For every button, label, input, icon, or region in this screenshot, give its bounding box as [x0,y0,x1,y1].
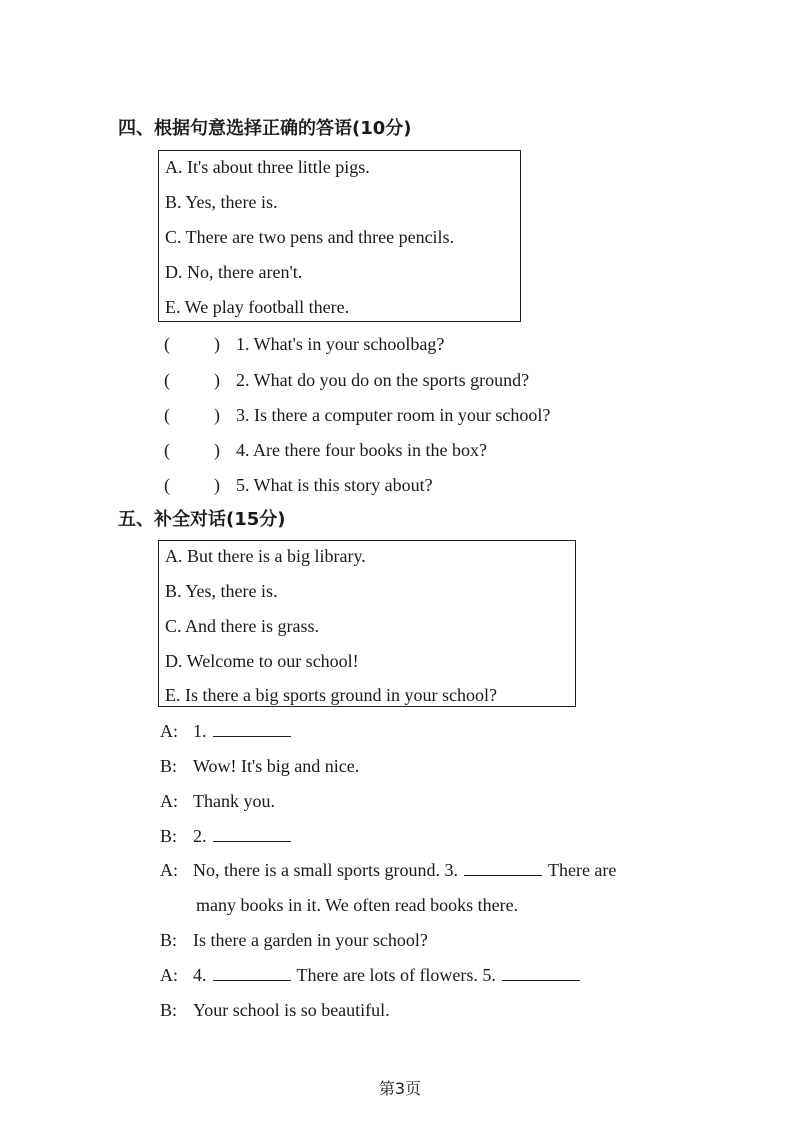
answer-paren-close: ) [214,370,220,390]
dialogue-line-7 [160,929,428,951]
question-text: 1. What's in your schoolbag? [236,334,445,354]
question-text: 2. What do you do on the sports ground? [236,370,530,390]
dialogue-line-2 [160,755,359,777]
dialogue-text: There are lots of flowers. 5. [296,965,496,985]
answer-paren-open: ( [164,370,170,390]
answer-paren-open: ( [164,334,170,354]
question-2 [164,369,529,391]
option-a: A. It's about three little pigs. [165,157,370,177]
dialogue-text: 4. [193,965,207,985]
speaker-label: B: [160,826,178,846]
blank-number: 1. [193,721,207,741]
speaker-label: B: [160,1000,178,1020]
dialogue-text: Wow! It's big and nice. [193,756,360,776]
answer-paren-close: ) [214,475,220,495]
option-c: C. There are two pens and three pencils. [165,227,455,247]
dialogue-line-4 [160,825,297,847]
section5-options-box [158,540,576,707]
speaker-label: A: [160,965,178,985]
dialogue-text: There are [547,860,617,880]
blank-number: 2. [193,826,207,846]
answer-paren-close: ) [214,334,220,354]
dialogue-text: Thank you. [193,791,275,811]
question-text: 5. What is this story about? [236,475,433,495]
option-d: D. Welcome to our school! [165,651,359,671]
speaker-label: B: [160,756,178,776]
question-text: 3. Is there a computer room in your school? [236,405,551,425]
answer-blank-3[interactable] [464,861,542,876]
dialogue-line-1 [160,720,297,742]
dialogue-line-9 [160,999,390,1021]
section4-heading: 四、根据句意选择正确的答语(10分) [118,118,412,139]
question-4 [164,439,487,461]
answer-paren-open: ( [164,405,170,425]
option-e: E. Is there a big sports ground in your school? [165,685,497,705]
option-e: E. We play football there. [165,297,350,317]
speaker-label: B: [160,930,178,950]
answer-paren-close: ) [214,405,220,425]
question-3 [164,404,550,426]
speaker-label: A: [160,860,178,880]
answer-blank-2[interactable] [213,827,291,842]
answer-paren-close: ) [214,440,220,460]
dialogue-text: many books in it. We often read books there. [196,895,519,915]
dialogue-line-8 [160,964,586,986]
speaker-label: A: [160,721,178,741]
dialogue-line-6 [196,894,518,916]
question-1 [164,333,444,355]
answer-blank-5[interactable] [502,966,580,981]
section5-heading: 五、补全对话(15分) [118,509,286,530]
section4-options-box [158,150,521,322]
answer-blank-4[interactable] [213,966,291,981]
option-c: C. And there is grass. [165,616,319,636]
option-b: B. Yes, there is. [165,192,278,212]
page-number: 第3页 [378,1079,422,1098]
dialogue-text: Your school is so beautiful. [193,1000,390,1020]
answer-paren-open: ( [164,475,170,495]
question-5 [164,474,433,496]
answer-blank-1[interactable] [213,722,291,737]
dialogue-line-3 [160,790,275,812]
question-text: 4. Are there four books in the box? [236,440,487,460]
dialogue-text: No, there is a small sports ground. 3. [193,860,458,880]
option-b: B. Yes, there is. [165,581,278,601]
dialogue-text: Is there a garden in your school? [193,930,428,950]
option-d: D. No, there aren't. [165,262,303,282]
speaker-label: A: [160,791,178,811]
answer-paren-open: ( [164,440,170,460]
option-a: A. But there is a big library. [165,546,366,566]
dialogue-line-5 [160,859,616,881]
